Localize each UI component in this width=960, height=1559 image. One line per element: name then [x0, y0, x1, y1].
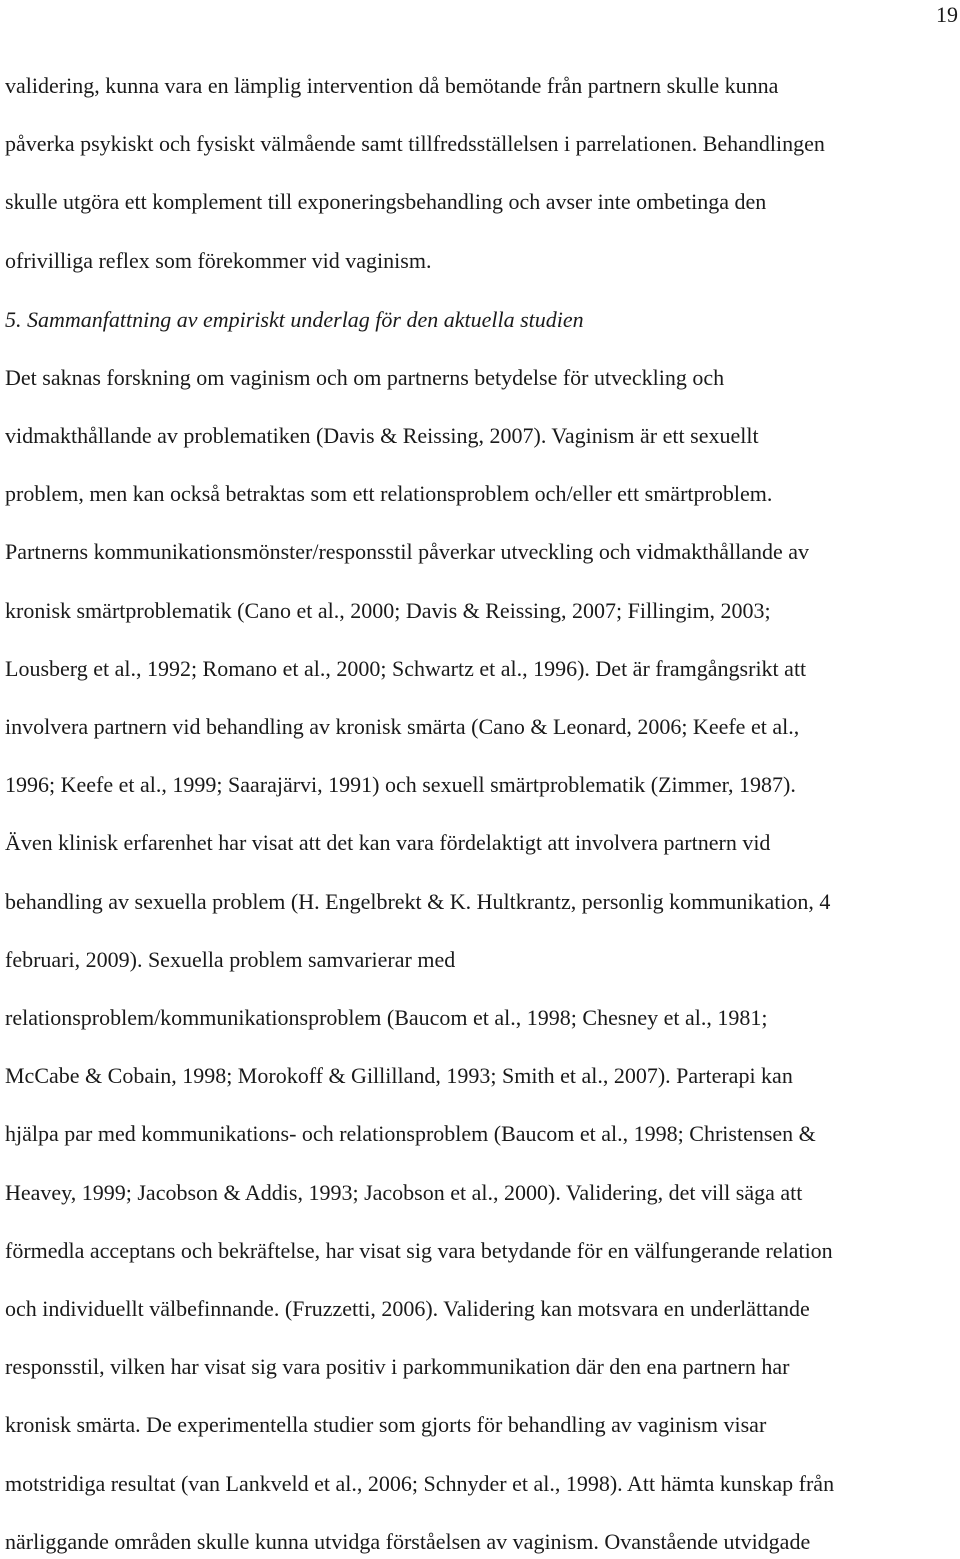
text-line: Lousberg et al., 1992; Romano et al., 2000; Schwartz et al., 1996). Det är framgångsrikt att — [5, 656, 807, 681]
text-line: kronisk smärtproblematik (Cano et al., 2000; Davis & Reissing, 2007; Fillingim, 2003; — [5, 598, 771, 623]
text-line: förmedla acceptans och bekräftelse, har visat sig vara betydande för en välfungerande relation — [5, 1238, 833, 1263]
text-line: involvera partnern vid behandling av kronisk smärta (Cano & Leonard, 2006; Keefe et al., — [5, 714, 800, 739]
text-line: påverka psykiskt och fysiskt välmående samt tillfredsställelsen i parrelationen. Behandlingen — [5, 131, 825, 156]
text-line: 1996; Keefe et al., 1999; Saarajärvi, 1991) och sexuell smärtproblematik (Zimmer, 1987). — [5, 772, 796, 797]
text-line: Även klinisk erfarenhet har visat att det kan vara fördelaktigt att involvera partnern vid — [5, 830, 771, 855]
text-line: kronisk smärta. De experimentella studier som gjorts för behandling av vaginism visar — [5, 1412, 767, 1437]
text-line: skulle utgöra ett komplement till exponeringsbehandling och avser inte ombetinga den — [5, 189, 767, 214]
page-number: 19 — [936, 2, 958, 27]
text-line: behandling av sexuella problem (H. Engelbrekt & K. Hultkrantz, personlig kommunikation, 4 — [5, 889, 831, 914]
text-line: Heavey, 1999; Jacobson & Addis, 1993; Jacobson et al., 2000). Validering, det vill säga att — [5, 1180, 803, 1205]
text-line: februari, 2009). Sexuella problem samvarierar med — [5, 947, 456, 972]
text-line: responsstil, vilken har visat sig vara positiv i parkommunikation där den ena partnern har — [5, 1354, 790, 1379]
text-line: ofrivilliga reflex som förekommer vid vaginism. — [5, 248, 432, 273]
text-line: Partnerns kommunikationsmönster/responsstil påverkar utveckling och vidmakthållande av — [5, 539, 810, 564]
text-line: McCabe & Cobain, 1998; Morokoff & Gillilland, 1993; Smith et al., 2007). Parterapi kan — [5, 1063, 793, 1088]
text-line: och individuellt välbefinnande. (Fruzzetti, 2006). Validering kan motsvara en underlättande — [5, 1296, 810, 1321]
text-line: relationsproblem/kommunikationsproblem (Baucom et al., 1998; Chesney et al., 1981; — [5, 1005, 768, 1030]
text-line: motstridiga resultat (van Lankveld et al., 2006; Schnyder et al., 1998). Att hämta kunskap från — [5, 1471, 835, 1496]
text-line: validering, kunna vara en lämplig intervention då bemötande från partnern skulle kunna — [5, 73, 779, 98]
section-heading: 5. Sammanfattning av empiriskt underlag för den aktuella studien — [5, 307, 584, 332]
text-line: närliggande områden skulle kunna utvidga förståelsen av vaginism. Ovanstående utvidgade — [5, 1529, 811, 1554]
text-line: Det saknas forskning om vaginism och om partnerns betydelse för utveckling och — [5, 365, 725, 390]
text-line: hjälpa par med kommunikations- och relationsproblem (Baucom et al., 1998; Christensen & — [5, 1121, 816, 1146]
text-line: vidmakthållande av problematiken (Davis & Reissing, 2007). Vaginism är ett sexuellt — [5, 423, 759, 448]
text-line: problem, men kan också betraktas som ett relationsproblem och/eller ett smärtproblem. — [5, 481, 773, 506]
